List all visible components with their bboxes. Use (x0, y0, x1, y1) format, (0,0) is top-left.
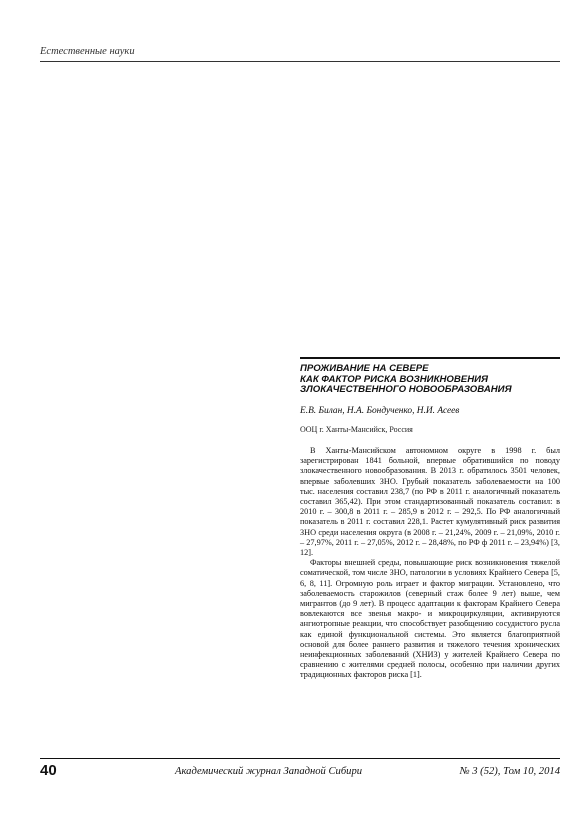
title-divider (300, 357, 560, 359)
page-number: 40 (40, 762, 57, 779)
article-affiliation: ООЦ г. Ханты-Мансийск, Россия (300, 425, 413, 434)
article-body (300, 446, 560, 681)
running-header-section: Естественные науки (40, 46, 135, 57)
footer-divider (40, 758, 560, 759)
body-paragraph-1: В Ханты-Мансийском автономном округе в 1998 г. был зарегистрирован 1841 больной, впервые обратившийся по поводу злокачественного новообразования. В 2013 г. обратилось 3501 человек, впервые заболевших ЗНО. Грубый показатель заболеваемости на 100 тыс. населения составил 238,7 (по РФ в 2011 г. аналогичный показатель составил 365,42). При этом стандартизованный показатель составил: в 2010 г. – 300,8 в 2011 г. – 285,9 в 2012 г. – 292,5. По РФ аналогичный показатель в 2011 г. составил 228,1. Растет кумулятивный риск развития ЗНО среди населения округа (в 2008 г. – 21,24%, 2009 г. – 21,09%, 2010 г. – 27,97%, 2011 г. – 27,05%, 2012 г. – 28,48%, по РФ ф 2011 г. – 23,94%) [3, 12]. (300, 446, 560, 558)
article-title (300, 364, 560, 396)
footer-issue-info: № 3 (52), Том 10, 2014 (459, 766, 560, 777)
article-title-line-3: ЗЛОКАЧЕСТВЕННОГО НОВООБРАЗОВАНИЯ (300, 384, 512, 396)
footer-journal-title: Академический журнал Западной Сибири (175, 766, 363, 777)
body-paragraph-2: Факторы внешней среды, повышающие риск возникновения тяжелой соматической, том числе ЗНО, патологии в условиях Крайнего Севера [5, 6, 8, 11]. Огромную роль играет и фактор миграции. Установлено, что заболеваемость старожилов (северный стаж более 9 лет) выше, чем мигрантов (до 9 лет). В процесс адаптации к факторам Крайнего Севера вовлекаются все звенья макро- и микроциркуляции, активируются ангиотропные реакции, что способствует разобщению сосудистого русла как единой функциональной системы. Это является благоприятной основой для более раннего развития и тяжелого течения хронических неинфекционных заболеваний (ХНИЗ) у жителей Крайнего Севера по сравнению с жителями средней полосы, особенно при наличии других традиционных факторов риска [1]. (300, 558, 560, 680)
article-authors: Е.В. Билан, Н.А. Бондученко, Н.И. Асеев (300, 406, 460, 416)
header-divider (40, 61, 560, 62)
article-title-line-1: ПРОЖИВАНИЕ НА СЕВЕРЕ (300, 363, 429, 374)
article-title-line-2: КАК ФАКТОР РИСКА ВОЗНИКНОВЕНИЯ (300, 373, 489, 385)
